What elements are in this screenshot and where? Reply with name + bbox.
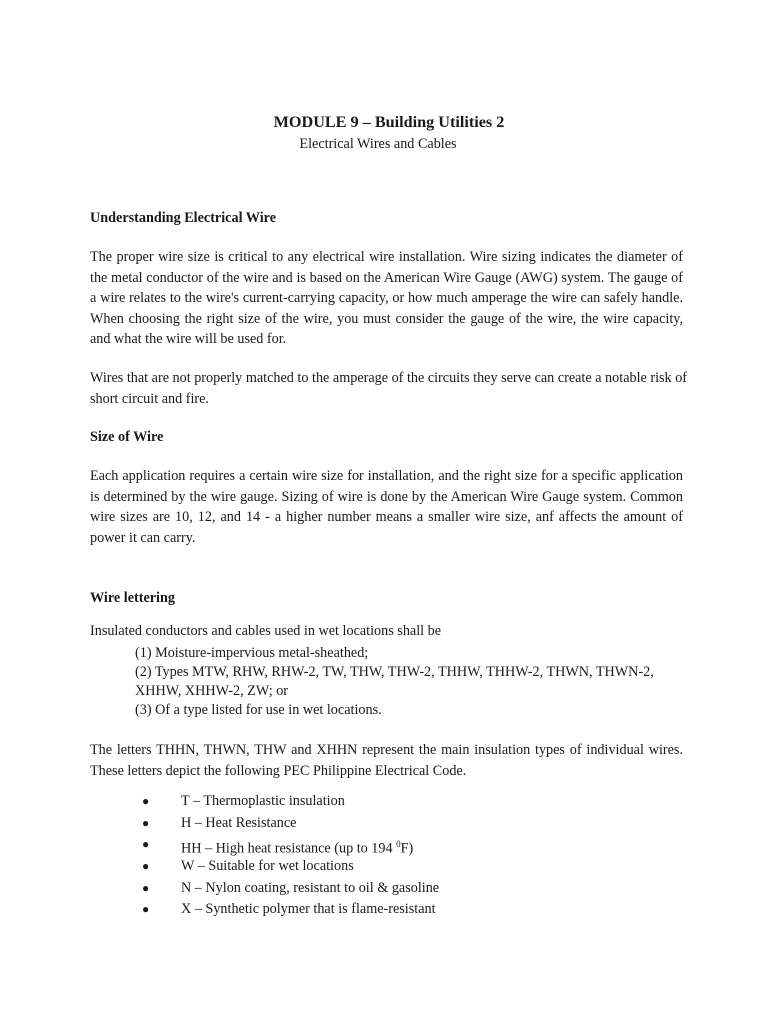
list-item: (1) Moisture-impervious metal-sheathed;: [135, 645, 369, 661]
bullet-icon: ●: [142, 794, 150, 808]
list-item: (3) Of a type listed for use in wet locations.: [135, 702, 382, 718]
page-subtitle: Electrical Wires and Cables: [299, 136, 457, 152]
list-item: ● N – Nylon coating, resistant to oil & gasoline: [140, 878, 700, 900]
bullet-icon: ●: [142, 837, 150, 852]
insulation-code-list: [140, 791, 700, 921]
list-item: ● H – Heat Resistance: [140, 813, 700, 835]
bullet-icon: ●: [142, 859, 150, 874]
degree-unit: F): [400, 841, 414, 858]
section-heading-size: Size of Wire: [90, 429, 164, 445]
list-item: ● W – Suitable for wet locations: [140, 856, 700, 878]
wet-location-list: [135, 644, 683, 720]
bullet-icon: ●: [142, 815, 150, 830]
section-heading-understanding: Understanding Electrical Wire: [90, 210, 277, 226]
paragraph-mismatch-risk: Wires that are not properly matched to the amperage of the circuits they serve can create a notable risk of short circuit and fire.: [90, 370, 688, 407]
paragraph-size-of-wire: Each application requires a certain wire size for installation, and the right size for a specific application is determined by the wire gauge. Sizing of wire is done by the American Wire Gauge system. Common wire sizes are 10, 12, and 14 - a higher number means a smaller wire size, anf affects the amount of power it can carry.: [90, 468, 683, 546]
paragraph-wire-size: The proper wire size is critical to any electrical wire installation. Wire sizing indicates the diameter of the metal conductor of the wire and is based on the American Wire Gauge (AWG) system. The gauge of a wire relates to the wire's current-carrying capacity, or how much amperage the wire can safely handle. When choosing the right size of the wire, you must consider the gauge of the wire, the wire capacity, and what the wire will be used for.: [90, 249, 683, 347]
list-item: ● T – Thermoplastic insulation: [140, 791, 700, 813]
paragraph-insulation-letters: The letters THHN, THWN, THW and XHHN represent the main insulation types of individual wires. These letters depict the following PEC Philippine Electrical Code.: [90, 742, 683, 779]
page-title: MODULE 9 – Building Utilities 2: [273, 113, 505, 131]
bullet-icon: ●: [142, 880, 150, 895]
list-item: ● X – Synthetic polymer that is flame-resistant: [140, 899, 700, 921]
list-item: (2) Types MTW, RHW, RHW-2, TW, THW, THW-2, THHW, THHW-2, THWN, THWN-2, XHHW, XHHW-2, ZW; or: [135, 664, 654, 699]
paragraph-wet-locations-intro: Insulated conductors and cables used in wet locations shall be: [90, 623, 442, 639]
bullet-icon: ●: [142, 902, 150, 917]
bullet-text: HH – High heat resistance (up to 194: [181, 841, 397, 858]
list-item: [140, 834, 700, 856]
section-heading-lettering: Wire lettering: [90, 590, 175, 606]
degree-superscript: 0: [396, 839, 401, 850]
